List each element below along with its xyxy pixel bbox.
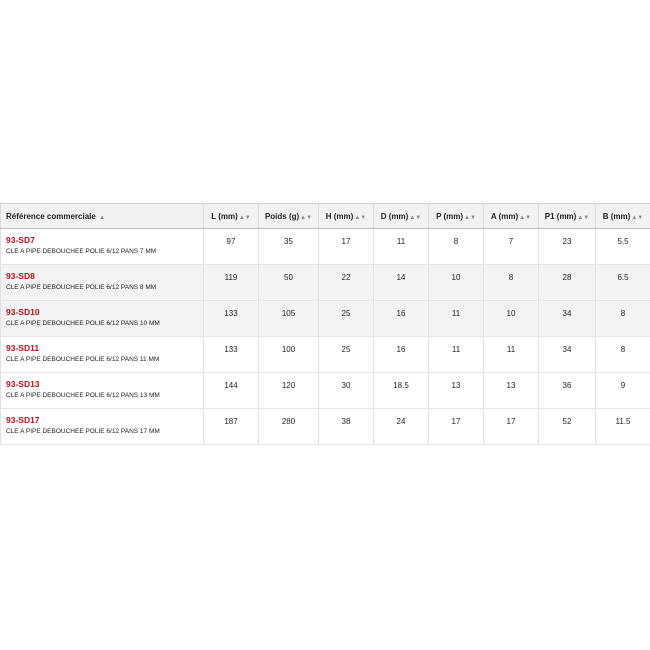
cell-b: 6.5 [596,265,650,301]
header-label: Poids (g) [264,211,300,221]
cell-b: 8 [596,301,650,337]
cell-h: 25 [319,301,374,337]
product-reference-link[interactable]: 93-SD8 [6,271,35,281]
header-label: D (mm) [380,211,409,221]
column-header-reference[interactable] [1,204,204,229]
cell-h: 17 [319,229,374,265]
column-header-a[interactable] [484,204,539,229]
cell-a: 8 [484,265,539,301]
cell-length: 119 [204,265,259,301]
cell-a: 13 [484,373,539,409]
product-reference-link[interactable]: 93-SD11 [6,343,40,353]
cell-b: 8 [596,337,650,373]
cell-b: 11.5 [596,409,650,445]
sort-arrows-icon[interactable]: ▲▼ [409,214,422,221]
table-header-row [1,204,650,229]
product-description: CLE A PIPE DEBOUCHEE POLIE 6/12 PANS 10 MM [6,320,160,327]
cell-p: 17 [429,409,484,445]
product-reference-link[interactable]: 93-SD10 [6,307,40,317]
table-row [1,265,650,301]
cell-weight: 120 [259,373,319,409]
cell-a: 7 [484,229,539,265]
sort-arrows-icon[interactable]: ▲▼ [238,214,251,221]
cell-p1: 23 [539,229,596,265]
cell-weight: 35 [259,229,319,265]
column-header-h[interactable] [319,204,374,229]
cell-h: 30 [319,373,374,409]
sort-arrows-icon[interactable]: ▲▼ [577,214,590,221]
header-label: H (mm) [325,211,354,221]
header-label: A (mm) [490,211,519,221]
column-header-p[interactable] [429,204,484,229]
cell-weight: 105 [259,301,319,337]
column-header-d[interactable] [374,204,429,229]
cell-length: 187 [204,409,259,445]
cell-weight: 100 [259,337,319,373]
product-description: CLE A PIPE DEBOUCHEE POLIE 6/12 PANS 8 MM [6,284,157,291]
cell-a: 11 [484,337,539,373]
product-table-container [0,203,650,445]
product-description: CLE A PIPE DEBOUCHEE POLIE 6/12 PANS 13 MM [6,392,160,399]
cell-a: 10 [484,301,539,337]
cell-length: 133 [204,337,259,373]
cell-d: 24 [374,409,429,445]
cell-b: 9 [596,373,650,409]
header-label: Référence commerciale [6,211,96,221]
cell-h: 38 [319,409,374,445]
table-row [1,409,650,445]
sort-arrows-icon[interactable]: ▲▼ [300,214,313,221]
header-label: L (mm) [211,211,238,221]
reference-cell [1,373,204,409]
table-row [1,301,650,337]
sort-arrows-icon[interactable]: ▲▼ [464,214,476,221]
cell-d: 11 [374,229,429,265]
product-reference-link[interactable]: 93-SD13 [6,379,40,389]
reference-cell [1,337,204,373]
cell-p1: 52 [539,409,596,445]
cell-a: 17 [484,409,539,445]
cell-weight: 280 [259,409,319,445]
sort-arrows-icon[interactable]: ▲▼ [354,214,367,221]
cell-d: 18.5 [374,373,429,409]
reference-cell [1,265,204,301]
product-reference-link[interactable]: 93-SD7 [6,235,35,245]
reference-cell [1,229,204,265]
sort-arrows-icon[interactable]: ▲▼ [519,214,532,221]
sort-arrow-icon[interactable]: ▲ [99,214,106,221]
product-specs-table [0,203,650,445]
cell-p1: 34 [539,337,596,373]
reference-cell [1,409,204,445]
cell-p: 11 [429,337,484,373]
cell-d: 14 [374,265,429,301]
product-reference-link[interactable]: 93-SD17 [6,415,40,425]
cell-h: 25 [319,337,374,373]
header-label: B (mm) [602,211,631,221]
cell-length: 97 [204,229,259,265]
column-header-length[interactable] [204,204,259,229]
product-description: CLE A PIPE DEBOUCHEE POLIE 6/12 PANS 11 MM [6,356,160,363]
table-row [1,229,650,265]
column-header-p1[interactable] [539,204,596,229]
column-header-b[interactable] [596,204,650,229]
table-row [1,337,650,373]
header-label: P1 (mm) [544,211,577,221]
cell-p: 11 [429,301,484,337]
column-header-weight[interactable] [259,204,319,229]
cell-p1: 36 [539,373,596,409]
cell-length: 133 [204,301,259,337]
cell-p: 10 [429,265,484,301]
sort-arrows-icon[interactable]: ▲▼ [631,214,644,221]
reference-cell [1,301,204,337]
table-row [1,373,650,409]
cell-d: 16 [374,301,429,337]
cell-h: 22 [319,265,374,301]
cell-d: 16 [374,337,429,373]
cell-p: 8 [429,229,484,265]
cell-p1: 28 [539,265,596,301]
cell-weight: 50 [259,265,319,301]
header-label: P (mm) [436,211,464,221]
cell-p1: 34 [539,301,596,337]
cell-b: 5.5 [596,229,650,265]
cell-length: 144 [204,373,259,409]
product-description: CLE A PIPE DEBOUCHEE POLIE 6/12 PANS 7 MM [6,248,157,255]
product-description: CLE A PIPE DEBOUCHEE POLIE 6/12 PANS 17 MM [6,428,160,435]
cell-p: 13 [429,373,484,409]
